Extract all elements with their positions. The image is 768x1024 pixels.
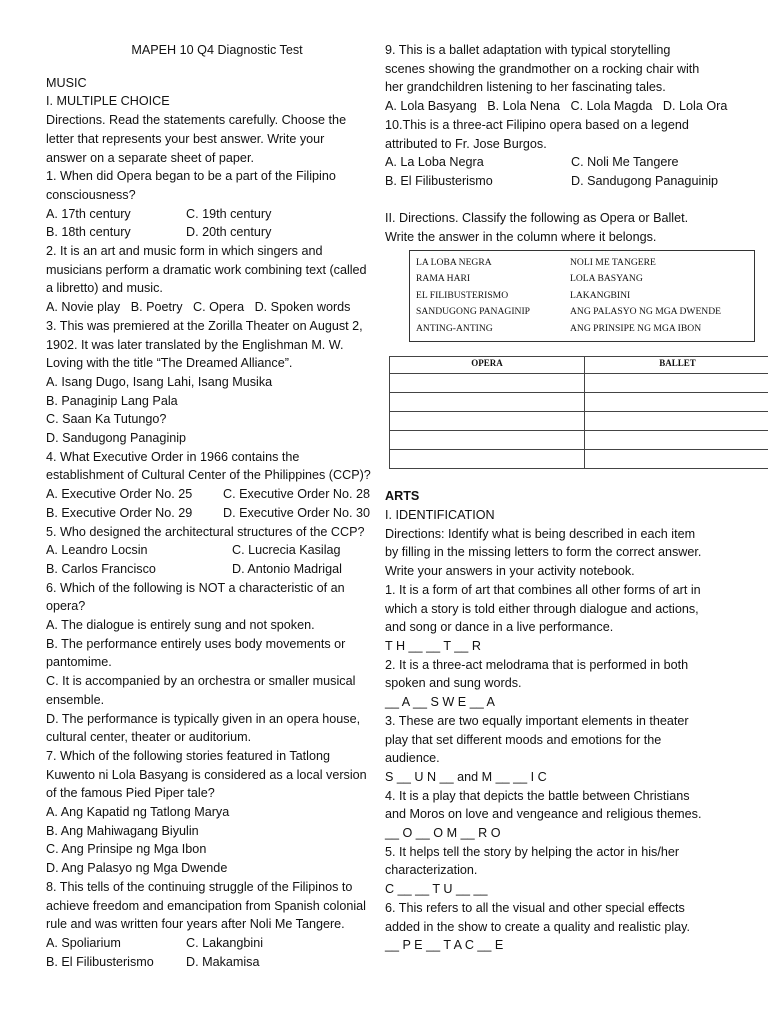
option-row xyxy=(46,485,386,504)
option: B. El Filibusterismo xyxy=(385,173,493,188)
item-text: spoken and sung words. xyxy=(385,676,522,691)
question-text: 1. When did Opera began to be a part of the Filipino xyxy=(46,169,336,184)
answer-cell[interactable] xyxy=(585,373,768,392)
option: A. La Loba Negra xyxy=(385,155,484,170)
word-bank-left xyxy=(416,255,530,338)
question-text: 2. It is an art and music form in which singers and xyxy=(46,244,323,258)
column-header-opera: OPERA xyxy=(390,356,585,373)
directions-line: answer on a separate sheet of paper. xyxy=(46,150,254,165)
answer-cell[interactable] xyxy=(390,392,585,411)
option-row xyxy=(46,504,386,523)
question-text: 10.This is a three-act Filipino opera based on a legend xyxy=(385,117,689,132)
left-column xyxy=(46,41,386,971)
missing-letters: __ O __ O M __ R O xyxy=(385,826,501,841)
item-text: and Moros on love and vengeance and religious themes. xyxy=(385,807,702,822)
option: D. 20th century xyxy=(186,225,272,240)
word-bank-item: LA LOBA NEGRA xyxy=(416,256,492,268)
question-text: 6. Which of the following is NOT a characteristic of an xyxy=(46,580,345,595)
option: B. Ang Mahiwagang Biyulin xyxy=(46,823,199,838)
classify-directions: Write the answer in the column where it belongs. xyxy=(385,229,657,244)
option: A. The dialogue is entirely sung and not spoken. xyxy=(46,618,315,632)
missing-letters: C __ __ T U __ __ xyxy=(385,882,488,897)
option: B. The performance entirely uses body movements or xyxy=(46,636,346,651)
directions-line: Directions: Identify what is being described in each item xyxy=(385,526,696,541)
item-text: 4. It is a play that depicts the battle between Christians xyxy=(385,788,690,803)
option: A. Leandro Locsin xyxy=(46,543,148,558)
option: D. Makamisa xyxy=(186,954,260,969)
option: pantomime. xyxy=(46,655,112,670)
question-text: her grandchildren listening to her fascinating tales. xyxy=(385,80,666,95)
option-line: A. Novie play B. Poetry C. Opera D. Spoken words xyxy=(46,300,351,315)
word-bank-right xyxy=(570,255,721,338)
option-row xyxy=(385,172,725,191)
word-bank-item: RAMA HARI xyxy=(416,273,471,285)
answer-cell[interactable] xyxy=(585,392,768,411)
option-row xyxy=(46,560,386,579)
word-bank-item: NOLI ME TANGERE xyxy=(570,256,656,268)
word-bank-item: SANDUGONG PANAGINIP xyxy=(416,306,530,318)
column-header-ballet: BALLET xyxy=(585,356,768,373)
answer-cell[interactable] xyxy=(585,430,768,449)
word-bank-item: LOLA BASYANG xyxy=(570,273,643,285)
opera-ballet-table xyxy=(389,356,768,469)
option: B. Carlos Francisco xyxy=(46,561,156,576)
option-row xyxy=(46,934,386,953)
item-text: 1. It is a form of art that combines all other forms of art in xyxy=(385,582,701,597)
option: cultural center, theater or auditorium. xyxy=(46,730,252,745)
option: A. Isang Dugo, Isang Lahi, Isang Musika xyxy=(46,374,273,389)
option: A. Spoliarium xyxy=(46,935,121,950)
question-text: Loving with the title “The Dreamed Alliance”. xyxy=(46,356,293,371)
question-text: achieve freedom and emancipation from Spanish colonial xyxy=(46,898,366,913)
option: D. Sandugong Panaguinip xyxy=(571,173,719,188)
missing-letters: __ A __ S W E __ A xyxy=(385,695,495,710)
answer-cell[interactable] xyxy=(390,373,585,392)
option: C. Saan Ka Tutungo? xyxy=(46,412,167,427)
question-text: of the famous Pied Piper tale? xyxy=(46,786,215,801)
question-text: opera? xyxy=(46,599,86,614)
question-text: a libretto) and music. xyxy=(46,281,163,296)
word-bank-box xyxy=(409,250,755,342)
directions-line: by filling in the missing letters to form the correct answer. xyxy=(385,545,702,560)
option: D. Sandugong Panaginip xyxy=(46,431,187,446)
answer-cell[interactable] xyxy=(585,411,768,430)
option-row xyxy=(385,153,725,172)
question-text: establishment of Cultural Center of the Philippines (CCP)? xyxy=(46,468,371,483)
music-heading: MUSIC xyxy=(46,75,87,90)
identification-heading: I. IDENTIFICATION xyxy=(385,508,495,523)
question-text: 9. This is a ballet adaptation with typical storytelling xyxy=(385,43,671,57)
item-text: audience. xyxy=(385,751,440,766)
question-text: 7. Which of the following stories featured in Tatlong xyxy=(46,748,330,763)
word-bank-item: LAKANGBINI xyxy=(570,289,631,301)
word-bank-item: ANTING-ANTING xyxy=(416,323,493,335)
question-text: 4. What Executive Order in 1966 contains the xyxy=(46,449,300,464)
classify-directions: II. Directions. Classify the following as Opera or Ballet. xyxy=(385,211,689,226)
option: C. It is accompanied by an orchestra or smaller musical xyxy=(46,674,356,689)
word-bank-item: ANG PRINSIPE NG MGA IBON xyxy=(570,323,702,335)
question-text: consciousness? xyxy=(46,187,136,202)
question-text: 8. This tells of the continuing struggle of the Filipinos to xyxy=(46,879,353,894)
item-text: 6. This refers to all the visual and other special effects xyxy=(385,900,685,915)
answer-cell[interactable] xyxy=(585,449,768,468)
missing-letters: S __ U N __ and M __ __ I C xyxy=(385,769,547,784)
option: D. Executive Order No. 30 xyxy=(223,505,370,520)
option: A. Executive Order No. 25 xyxy=(46,487,193,502)
option: B. 18th century xyxy=(46,225,131,240)
item-text: characterization. xyxy=(385,863,478,878)
question-text: 5. Who designed the architectural structures of the CCP? xyxy=(46,524,365,539)
question-text: Kuwento ni Lola Basyang is considered as a local version xyxy=(46,767,367,782)
word-bank-item: ANG PALASYO NG MGA DWENDE xyxy=(570,306,722,318)
question-text: 3. This was premiered at the Zorilla Theater on August 2, xyxy=(46,318,363,333)
option: D. Ang Palasyo ng Mga Dwende xyxy=(46,861,228,876)
option: A. 17th century xyxy=(46,206,131,221)
option-row xyxy=(46,953,386,972)
option: C. 19th century xyxy=(186,206,272,221)
answer-cell[interactable] xyxy=(390,411,585,430)
answer-cell[interactable] xyxy=(390,449,585,468)
multiple-choice-heading: I. MULTIPLE CHOICE xyxy=(46,94,170,109)
option: B. Executive Order No. 29 xyxy=(46,505,193,520)
missing-letters: __ P E __ T A C __ E xyxy=(385,938,504,953)
question-text: musicians perform a dramatic work combining text (called xyxy=(46,262,367,277)
option-line: A. Lola Basyang B. Lola Nena C. Lola Magda D. Lola Ora xyxy=(385,99,728,114)
option: C. Executive Order No. 28 xyxy=(223,487,370,502)
option-row xyxy=(46,541,386,560)
answer-cell[interactable] xyxy=(390,430,585,449)
option: D. The performance is typically given in an opera house, xyxy=(46,711,361,726)
word-bank-item: EL FILIBUSTERISMO xyxy=(416,289,509,301)
page-title: MAPEH 10 Q4 Diagnostic Test xyxy=(131,43,303,57)
right-column xyxy=(385,41,728,955)
item-text: 3. These are two equally important elements in theater xyxy=(385,713,689,728)
option: C. Lakangbini xyxy=(186,935,264,950)
option-row xyxy=(46,205,386,224)
option: B. El Filibusterismo xyxy=(46,954,154,969)
question-text: scenes showing the grandmother on a rocking chair with xyxy=(385,61,700,76)
option: B. Panaginip Lang Pala xyxy=(46,393,178,408)
option: C. Noli Me Tangere xyxy=(571,155,679,170)
arts-heading: ARTS xyxy=(385,489,420,504)
item-text: which a story is told either through dialogue and actions, xyxy=(385,601,699,616)
option-row xyxy=(46,223,386,242)
option: C. Ang Prinsipe ng Mga Ibon xyxy=(46,842,207,857)
item-text: and song or dance in a live performance. xyxy=(385,620,614,635)
item-text: 2. It is a three-act melodrama that is performed in both xyxy=(385,657,689,672)
item-text: play that set different moods and emotions for the xyxy=(385,732,662,747)
option: D. Antonio Madrigal xyxy=(232,561,342,576)
option: A. Ang Kapatid ng Tatlong Marya xyxy=(46,805,230,820)
directions-line: Write your answers in your activity notebook. xyxy=(385,564,635,579)
question-text: rule and was written four years after Noli Me Tangere. xyxy=(46,917,345,932)
item-text: added in the show to create a quality and realistic play. xyxy=(385,919,690,934)
question-text: attributed to Fr. Jose Burgos. xyxy=(385,136,547,151)
missing-letters: T H __ __ T __ R xyxy=(385,639,481,653)
option: ensemble. xyxy=(46,692,105,707)
directions-line: Directions. Read the statements carefully. Choose the xyxy=(46,113,347,128)
item-text: 5. It helps tell the story by helping the actor in his/her xyxy=(385,844,680,859)
directions-line: letter that represents your best answer. Write your xyxy=(46,131,325,146)
option: C. Lucrecia Kasilag xyxy=(232,543,341,558)
question-text: 1902. It was later translated by the Englishman M. W. xyxy=(46,337,344,352)
